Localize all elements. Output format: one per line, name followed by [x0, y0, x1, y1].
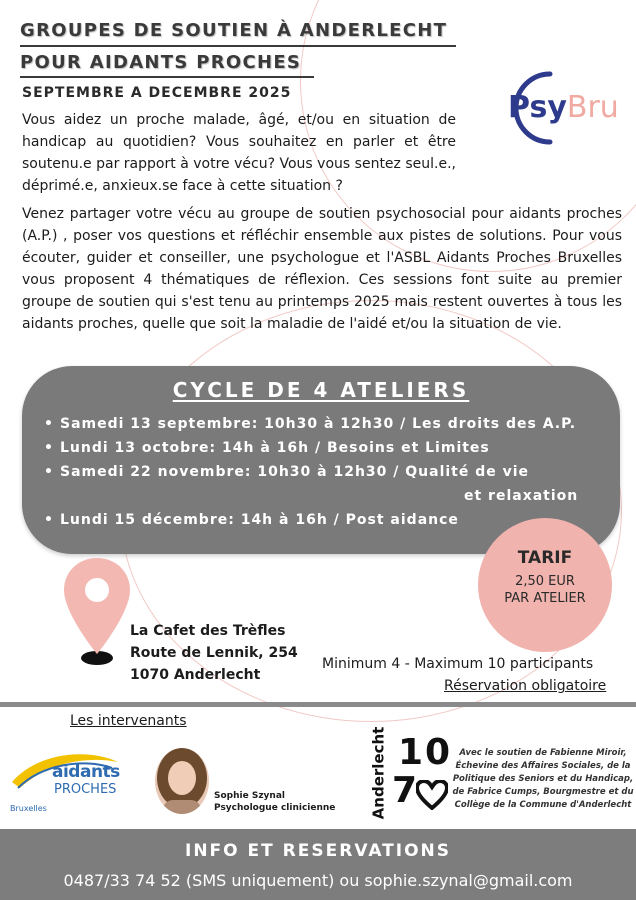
workshop-item: • Lundi 15 décembre: 14h à 16h / Post aidance [44, 512, 459, 528]
logo-psy: Psy [508, 90, 567, 125]
workshop-item: • Samedi 22 novembre: 10h30 à 12h30 / Qualité de vie et relaxation [44, 464, 579, 504]
participants-info: Minimum 4 - Maximum 10 participants [322, 656, 594, 672]
person-portrait-icon [155, 748, 209, 814]
tarif-price: 2,50 EUR [515, 574, 575, 589]
aidants-logo-line2: PROCHES [54, 782, 117, 797]
intervenant-name: Sophie Szynal [214, 791, 285, 801]
psybru-logo [490, 68, 636, 148]
anderlecht-vertical-text: Anderlecht [369, 726, 388, 820]
tarif-unit: PAR ATELIER [504, 591, 586, 606]
address-street: Route de Lennik, 254 [130, 645, 298, 661]
anderlecht-commune-logo [362, 726, 453, 822]
title-underline-1 [20, 45, 456, 47]
intro-paragraph-1: Vous aidez un proche malade, âgé, et/ou en situation de handicap au quotidien? Vous souhaitez en parler et être soutenu.e par rapport à votre vécu? Vous vous sentez seul.e., déprimé.e, anxieux.se face à cette situation ? [22, 112, 456, 194]
page-title-line1: GROUPES DE SOUTIEN À ANDERLECHT [20, 20, 448, 41]
page-title-line2: POUR AIDANTS PROCHES [20, 52, 302, 73]
title-underline-2 [20, 76, 314, 78]
workshop-item: • Samedi 13 septembre: 10h30 à 12h30 / Les droits des A.P. [44, 416, 577, 432]
intro-paragraph-2: Venez partager votre vécu au groupe de soutien psychosocial pour aidants proches (A.P.) , poser vos questions et réfléchir ensemble aux pistes de solutions. Pour vous écouter, guider et conseiller, une psychologue et l'ASBL Aidants Proches Bruxelles vous proposent 4 thématiques de réflexion. Ces sessions font suite au premier groupe de soutien qui s'est tenu au printemps 2025 mais restent ouvertes à tous les aidants proches, quelle que soit la maladie de l'aidé et/ou la situation de vie. [22, 206, 622, 332]
section-divider [0, 702, 636, 707]
workshop-item: • Lundi 13 octobre: 14h à 16h / Besoins et Limites [44, 440, 490, 456]
address-city: 1070 Anderlecht [130, 667, 261, 683]
cycle-title: CYCLE DE 4 ATELIERS [172, 378, 470, 402]
address-venue: La Cafet des Trèfles [130, 623, 286, 639]
tarif-badge [478, 518, 612, 652]
avatar [155, 748, 209, 814]
address-block [130, 620, 298, 686]
intervenant-role: Psychologue clinicienne [214, 803, 336, 813]
heart-icon [416, 780, 448, 810]
page-subtitle: SEPTEMBRE A DECEMBRE 2025 [22, 85, 292, 101]
support-statement: Avec le soutien de Fabienne Miroir, Échevine des Affaires Sociales, de la Politique des Seniors et du Handicap, de Fabrice Cumps, Bourgmestre et du Collège de la Commune d'Anderlecht [452, 748, 634, 810]
workshop-list [44, 412, 578, 532]
commune-digits-bottom: 7 [392, 770, 418, 811]
commune-digits-top: 10 [398, 732, 453, 773]
logo-bru: Bru [566, 90, 619, 125]
intervenant-info [214, 790, 335, 814]
aidants-proches-logo [8, 748, 128, 818]
tarif-title: TARIF [517, 548, 573, 568]
location-pin-icon [62, 556, 132, 668]
info-footer [0, 829, 636, 900]
footer-contact: 0487/33 74 52 (SMS uniquement) ou sophie.szynal@gmail.com [63, 871, 573, 890]
aidants-logo-line1: aidants [52, 762, 120, 782]
footer-title: INFO ET RESERVATIONS [185, 841, 451, 861]
reservation-required: Réservation obligatoire [444, 678, 607, 694]
intervenants-heading: Les intervenants [70, 713, 187, 729]
aidants-logo-city: Bruxelles [10, 804, 47, 813]
